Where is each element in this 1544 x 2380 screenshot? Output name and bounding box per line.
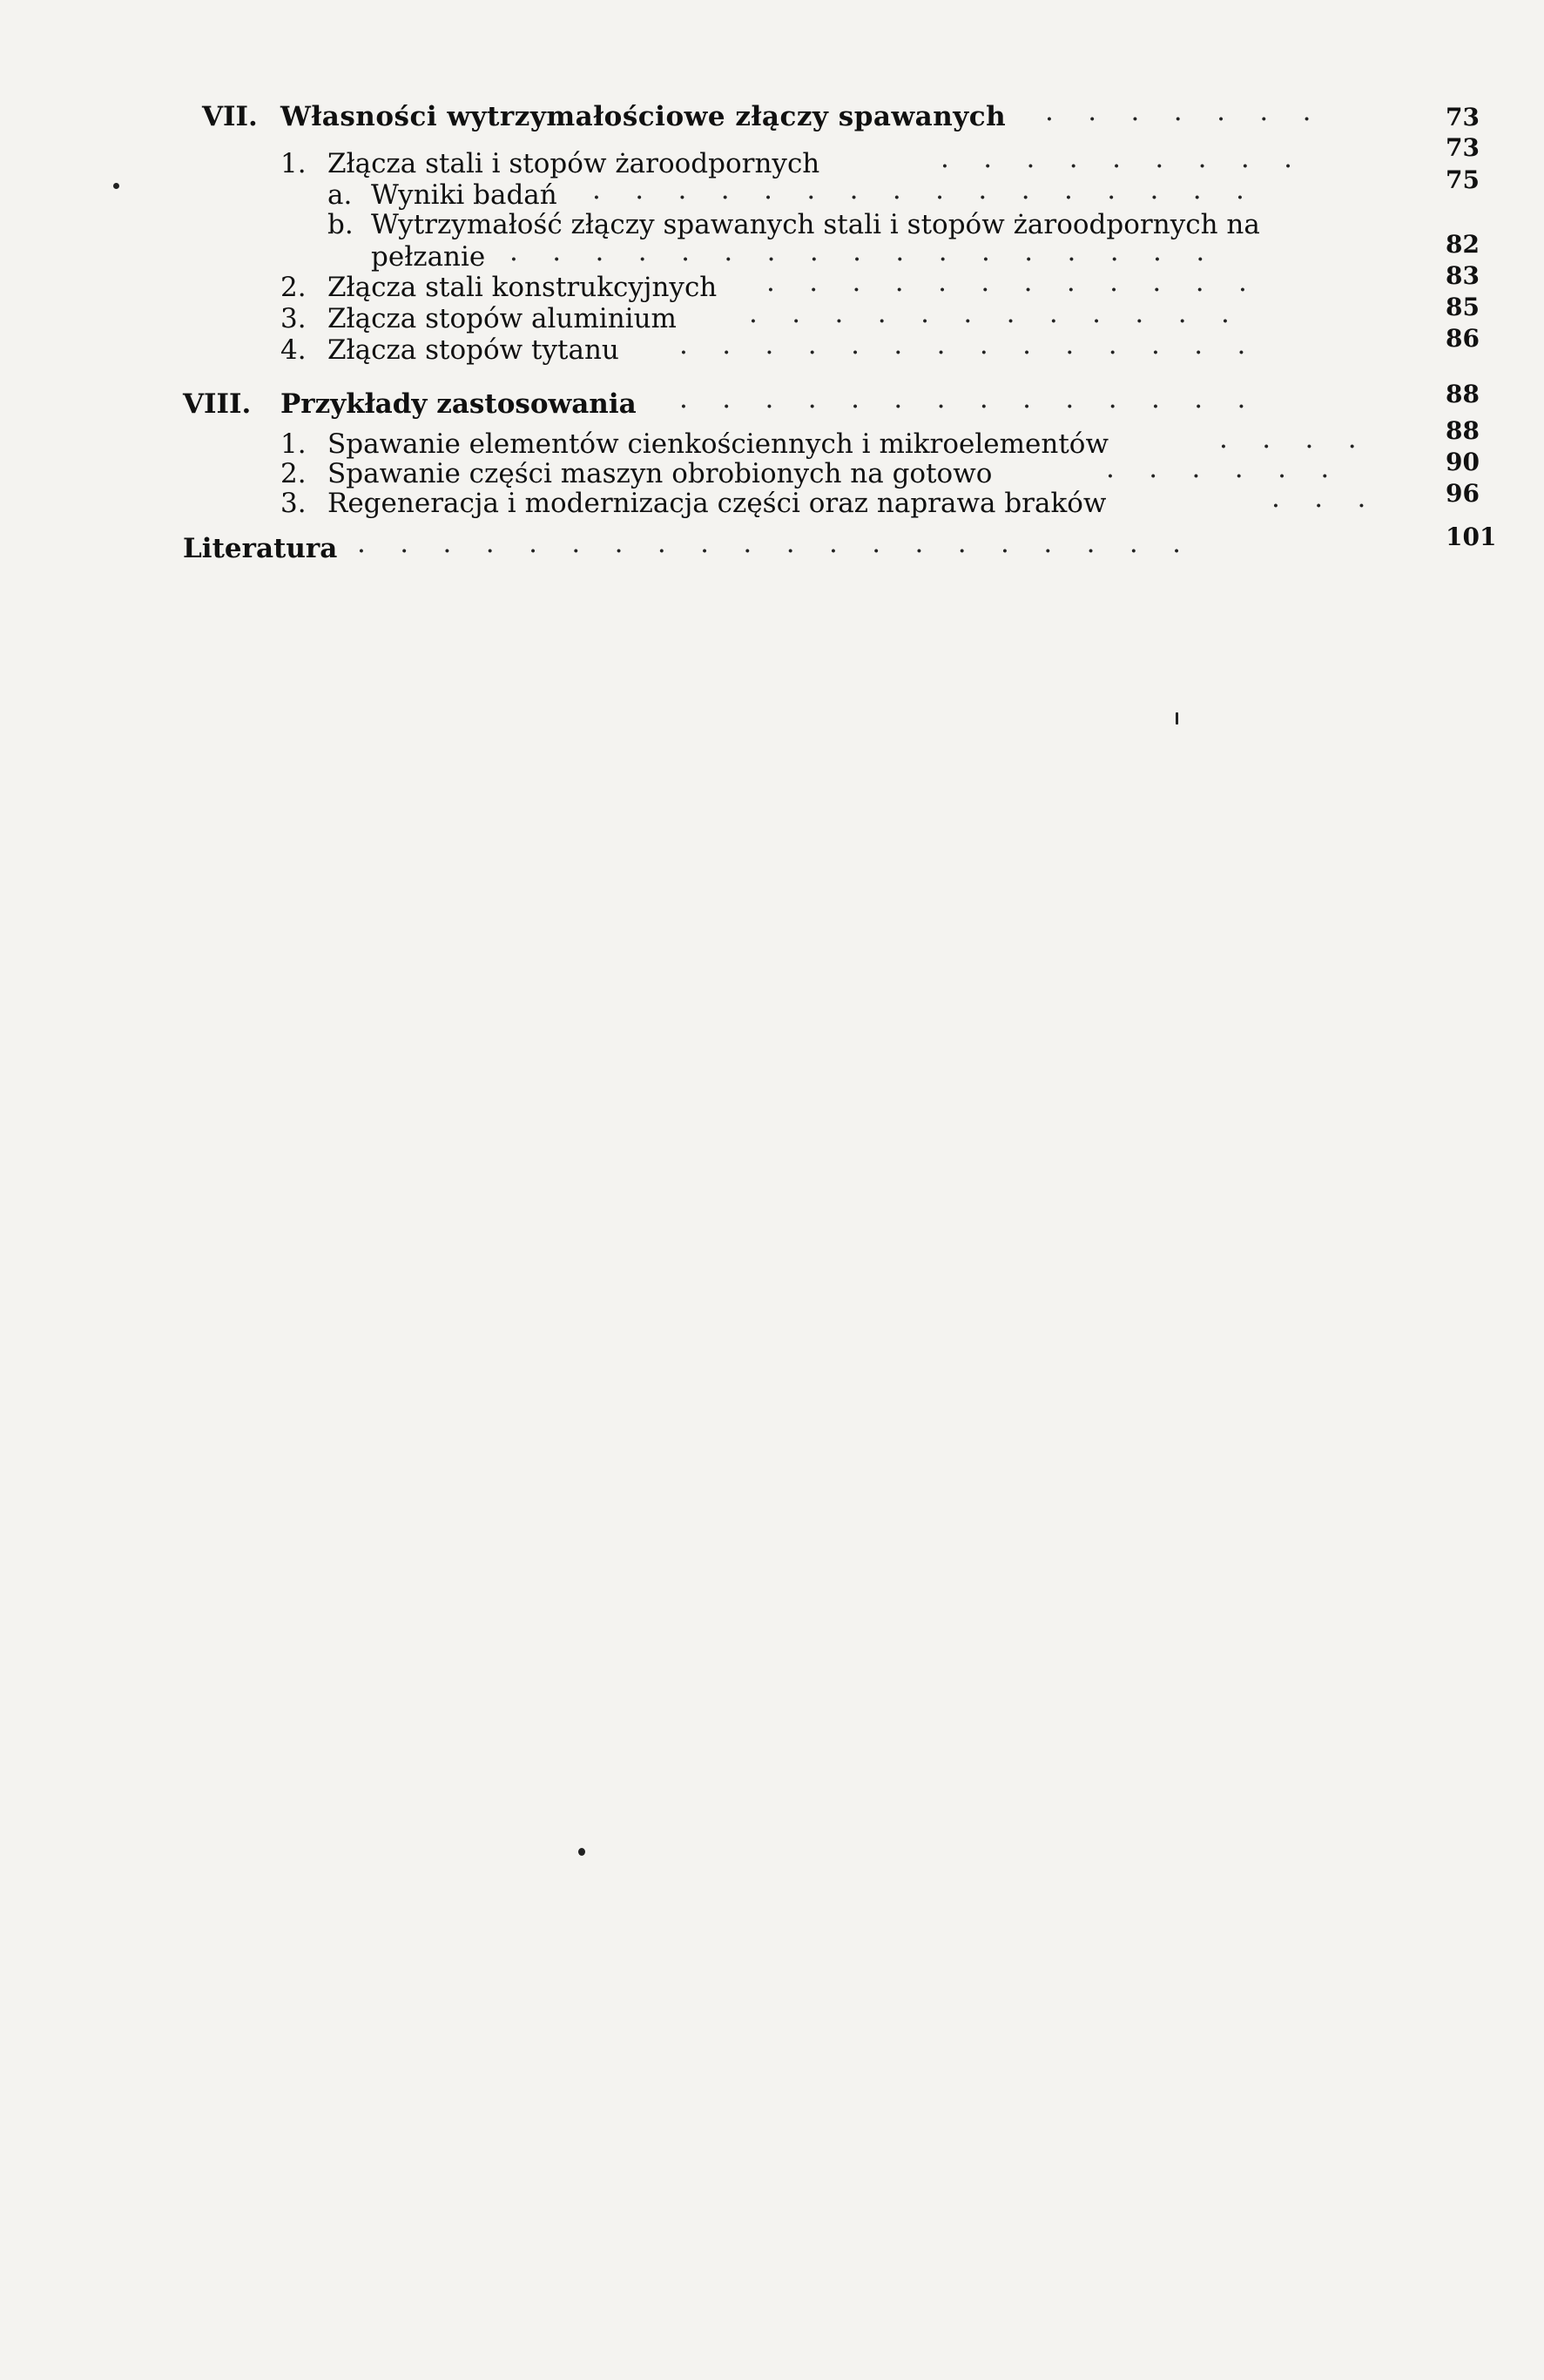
toc-entry-chapter-7	[0, 96, 1544, 132]
leader-dots: . . . . . . . . . . . . . . . . . . . .	[357, 528, 1181, 559]
subsection-title-line2: pełzanie	[371, 241, 486, 273]
section-title: Spawanie części maszyn obrobionych na gotowo	[327, 458, 993, 489]
section-title: Złącza stali i stopów żaroodpornych	[327, 148, 820, 179]
scan-speck	[1176, 712, 1178, 725]
leader-dots: . . . . . . .	[1045, 96, 1311, 127]
leader-dots: . . . . . .	[1106, 453, 1330, 484]
page-number: 88	[1446, 416, 1480, 445]
leader-dots: . . .	[1271, 482, 1366, 514]
toc-entry-section	[0, 482, 1544, 519]
section-number: 3.	[280, 488, 307, 519]
chapter-number: VII.	[202, 101, 258, 132]
leader-dots: . . . . . . . . . . . . . . . . .	[509, 236, 1205, 267]
leader-dots: . . . . . . . . . . . . . . . .	[592, 174, 1244, 206]
leader-dots: . . . . . . . . . . . . . .	[679, 329, 1246, 361]
section-title: Złącza stopów aluminium	[327, 303, 677, 334]
scan-speck	[113, 183, 119, 189]
chapter-title: Własności wytrzymałościowe złączy spawanych	[280, 101, 1007, 132]
toc-entry-section	[0, 329, 1544, 366]
leader-dots: . . . .	[1219, 423, 1357, 455]
page-number: 96	[1446, 479, 1480, 508]
section-number: 4.	[280, 334, 307, 366]
section-number: 3.	[280, 303, 307, 334]
section-title: Złącza stopów tytanu	[327, 334, 619, 366]
scan-speck	[578, 1848, 585, 1856]
page-number: 75	[1446, 165, 1480, 194]
page-number: 90	[1446, 448, 1480, 476]
page-number: 73	[1446, 103, 1480, 131]
section-title: Złącza stali konstrukcyjnych	[327, 272, 718, 303]
page-number: 85	[1446, 293, 1480, 321]
page-number: 73	[1446, 133, 1480, 162]
toc-entry-literature	[0, 528, 1544, 564]
section-title: Regeneracja i modernizacja części oraz naprawa braków	[327, 488, 1107, 519]
section-number: 1.	[280, 148, 307, 179]
subsection-letter: a.	[327, 179, 353, 211]
literature-title: Literatura	[183, 533, 338, 564]
subsection-title-line1: Wytrzymałość złączy spawanych stali i stopów żaroodpornych na	[371, 209, 1260, 240]
page-number: 82	[1446, 230, 1480, 259]
subsection-letter: b.	[327, 209, 354, 240]
page-number: 88	[1446, 380, 1480, 408]
chapter-number: VIII.	[183, 388, 252, 420]
leader-dots: . . . . . . . . . . . . . .	[679, 383, 1246, 415]
table-of-contents	[0, 0, 1544, 610]
page-number: 101	[1446, 523, 1497, 551]
leader-dots: . . . . . . . . .	[941, 143, 1293, 174]
subsection-title: Wyniki badań	[371, 179, 557, 211]
page-number: 83	[1446, 261, 1480, 290]
toc-entry-subsection	[0, 174, 1544, 211]
chapter-title: Przykłady zastosowania	[280, 388, 637, 420]
section-number: 2.	[280, 458, 307, 489]
leader-dots: . . . . . . . . . . . .	[766, 266, 1247, 298]
page-number: 86	[1446, 324, 1480, 353]
toc-entry-chapter-8	[0, 383, 1544, 420]
section-number: 1.	[280, 428, 307, 460]
leader-dots: . . . . . . . . . . . .	[749, 298, 1230, 329]
section-title: Spawanie elementów cienkościennych i mikroelementów	[327, 428, 1109, 460]
section-number: 2.	[280, 272, 307, 303]
